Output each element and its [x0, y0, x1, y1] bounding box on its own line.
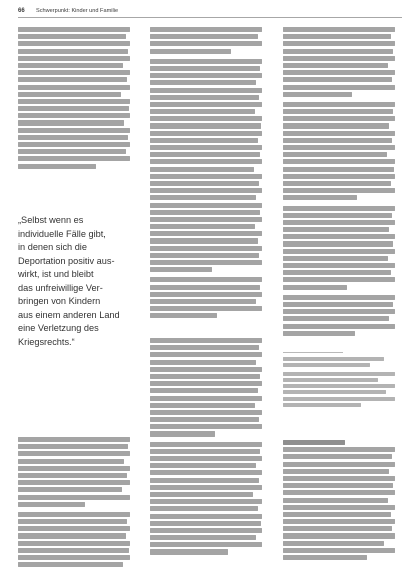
pull-quote-line: in denen sich die: [18, 242, 87, 252]
text-line: [283, 159, 395, 164]
text-line: [150, 59, 262, 64]
pull-quote-line: Deportation positiv aus-: [18, 255, 115, 266]
text-line: [150, 181, 259, 186]
text-line: [150, 374, 260, 379]
text-line: [150, 203, 262, 208]
text-line: [18, 512, 130, 517]
text-line: [283, 63, 388, 68]
footnote-line: [283, 384, 395, 388]
column-3-footnotes: [283, 357, 395, 427]
text-line: [150, 80, 256, 85]
text-line: [150, 470, 262, 475]
text-line: [150, 34, 258, 39]
text-line: [18, 541, 130, 546]
text-line: [18, 113, 130, 118]
text-line: [283, 285, 347, 290]
text-line: [283, 27, 395, 32]
text-line: [150, 549, 228, 554]
text-line: [18, 519, 127, 524]
text-line: [18, 562, 123, 567]
text-line: [18, 77, 127, 82]
text-line: [150, 188, 262, 193]
pull-quote-line: Kriegsrechts.“: [18, 336, 75, 347]
text-line: [283, 70, 395, 75]
text-line: [18, 548, 129, 553]
text-line: [18, 480, 130, 485]
text-line: [18, 451, 130, 456]
footnote-line: [283, 363, 370, 367]
section-title: Schwerpunkt: Kinder und Familie: [36, 8, 119, 14]
text-line: [150, 506, 258, 511]
text-line: [150, 485, 262, 490]
text-line: [150, 159, 262, 164]
text-line: [18, 555, 130, 560]
text-line: [283, 541, 384, 546]
text-line: [283, 548, 395, 553]
text-line: [18, 444, 128, 449]
text-line: [283, 454, 392, 459]
text-line: [283, 447, 395, 452]
text-line: [283, 77, 392, 82]
text-line: [283, 34, 391, 39]
text-line: [283, 123, 389, 128]
text-line: [150, 95, 259, 100]
text-line: [150, 217, 262, 222]
text-line: [283, 181, 391, 186]
footnote-rule: [283, 352, 343, 353]
text-line: [18, 70, 130, 75]
pull-quote-line: eine Verletzung des: [18, 323, 99, 333]
text-line: [150, 123, 261, 128]
text-line: [150, 306, 262, 311]
text-line: [18, 466, 130, 471]
text-line: [283, 234, 395, 239]
text-line: [18, 135, 128, 140]
text-line: [150, 403, 255, 408]
text-line: [18, 49, 128, 54]
text-line: [283, 519, 395, 524]
text-line: [18, 85, 130, 90]
text-line: [283, 483, 393, 488]
text-line: [150, 431, 215, 436]
text-line: [150, 388, 258, 393]
text-line: [150, 152, 260, 157]
text-line: [283, 41, 395, 46]
text-line: [150, 514, 262, 519]
text-line: [283, 195, 357, 200]
text-line: [283, 462, 395, 467]
text-line: [150, 478, 259, 483]
pull-quote-line: das unfreiwillige Ver-: [18, 282, 103, 293]
text-line: [150, 131, 262, 136]
text-line: [150, 449, 260, 454]
text-line: [150, 542, 262, 547]
footnote-line: [283, 403, 361, 407]
column-3-top: [283, 27, 395, 345]
text-line: [150, 456, 262, 461]
text-line: [283, 270, 391, 275]
text-line: [283, 498, 388, 503]
text-line: [150, 313, 217, 318]
text-line: [150, 442, 262, 447]
text-line: [18, 142, 130, 147]
text-line: [18, 128, 130, 133]
text-line: [18, 92, 121, 97]
text-line: [283, 277, 395, 282]
text-line: [150, 41, 262, 46]
text-line: [283, 309, 395, 314]
text-line: [283, 256, 388, 261]
text-line: [283, 56, 395, 61]
column-1-bottom: [18, 437, 130, 577]
text-line: [18, 164, 96, 169]
text-line: [150, 360, 256, 365]
text-line: [283, 533, 395, 538]
text-line: [283, 302, 393, 307]
text-line: [150, 109, 255, 114]
text-line: [150, 246, 262, 251]
column-2-top: [150, 27, 262, 323]
text-line: [283, 263, 395, 268]
text-line: [150, 167, 254, 172]
text-line: [283, 206, 395, 211]
text-line: [283, 526, 392, 531]
text-line: [283, 92, 352, 97]
text-line: [18, 27, 130, 32]
text-line: [283, 85, 395, 90]
text-line: [283, 227, 389, 232]
pull-quote-line: wirkt, ist und bleibt: [18, 269, 94, 279]
text-line: [18, 437, 130, 442]
text-line: [150, 238, 258, 243]
text-line: [283, 167, 394, 172]
text-line: [150, 102, 262, 107]
text-line: [18, 63, 123, 68]
text-line: [150, 116, 262, 121]
text-line: [150, 253, 259, 258]
text-line: [150, 492, 253, 497]
text-line: [150, 224, 255, 229]
text-line: [283, 295, 395, 300]
text-line: [18, 120, 124, 125]
pull-quote-line: bringen von Kindern: [18, 296, 101, 306]
text-line: [150, 73, 262, 78]
text-line: [283, 249, 395, 254]
text-line: [283, 555, 367, 560]
text-line: [150, 299, 256, 304]
text-line: [18, 533, 126, 538]
text-line: [150, 195, 256, 200]
text-line: [150, 338, 262, 343]
text-line: [283, 241, 393, 246]
text-line: [18, 487, 122, 492]
text-line: [150, 267, 212, 272]
footnote-line: [283, 397, 395, 401]
text-line: [283, 102, 395, 107]
text-line: [283, 145, 395, 150]
text-line: [150, 174, 262, 179]
text-line: [283, 116, 395, 121]
text-line: [150, 292, 262, 297]
text-line: [283, 138, 392, 143]
text-line: [18, 106, 129, 111]
text-line: [18, 149, 126, 154]
pull-quote-line: aus einem anderen Land: [18, 309, 120, 320]
text-line: [150, 231, 262, 236]
text-line: [150, 285, 260, 290]
text-line: [283, 490, 395, 495]
text-line: [18, 34, 126, 39]
text-line: [18, 526, 130, 531]
pull-quote: [18, 214, 130, 349]
text-line: [283, 324, 395, 329]
text-line: [150, 88, 262, 93]
text-line: [283, 131, 395, 136]
text-line: [150, 145, 262, 150]
text-line: [150, 424, 262, 429]
text-line: [150, 521, 261, 526]
footnote-line: [283, 357, 384, 361]
text-line: [150, 49, 231, 54]
text-line: [18, 41, 130, 46]
text-line: [150, 417, 259, 422]
footnote-line: [283, 372, 395, 376]
text-line: [150, 535, 256, 540]
pull-quote-line: „Selbst wenn es: [18, 215, 84, 225]
column-2-bottom: [150, 338, 262, 578]
text-line: [150, 66, 260, 71]
text-line: [18, 495, 130, 500]
text-line: [150, 210, 260, 215]
text-line: [150, 528, 262, 533]
column-3-bottom: [283, 440, 395, 560]
column-1-top: [18, 27, 130, 187]
text-line: [283, 505, 395, 510]
text-line: [150, 352, 262, 357]
text-line: [150, 410, 262, 415]
header-rule: [18, 17, 402, 18]
text-line: [150, 277, 262, 282]
text-line: [283, 331, 355, 336]
text-line: [18, 473, 127, 478]
text-line: [283, 49, 393, 54]
page-number: 66: [18, 8, 25, 14]
pull-quote-line: individuelle Fälle gibt,: [18, 228, 106, 239]
text-line: [150, 27, 262, 32]
text-line: [150, 345, 259, 350]
text-line: [283, 440, 345, 445]
page-header: [18, 8, 402, 22]
text-line: [283, 109, 393, 114]
text-line: [150, 367, 262, 372]
text-line: [283, 188, 395, 193]
text-line: [283, 316, 389, 321]
text-line: [18, 459, 124, 464]
text-line: [283, 469, 389, 474]
text-line: [283, 213, 392, 218]
text-line: [18, 56, 130, 61]
text-line: [150, 396, 262, 401]
text-line: [283, 152, 387, 157]
text-line: [150, 381, 262, 386]
text-line: [150, 463, 256, 468]
footnote-line: [283, 378, 378, 382]
footnote-line: [283, 390, 386, 394]
text-line: [283, 476, 395, 481]
text-line: [150, 499, 262, 504]
text-line: [283, 512, 391, 517]
text-line: [18, 502, 85, 507]
text-line: [150, 260, 262, 265]
text-line: [283, 174, 395, 179]
text-line: [18, 99, 130, 104]
text-line: [150, 138, 258, 143]
text-line: [283, 220, 395, 225]
text-line: [18, 156, 130, 161]
